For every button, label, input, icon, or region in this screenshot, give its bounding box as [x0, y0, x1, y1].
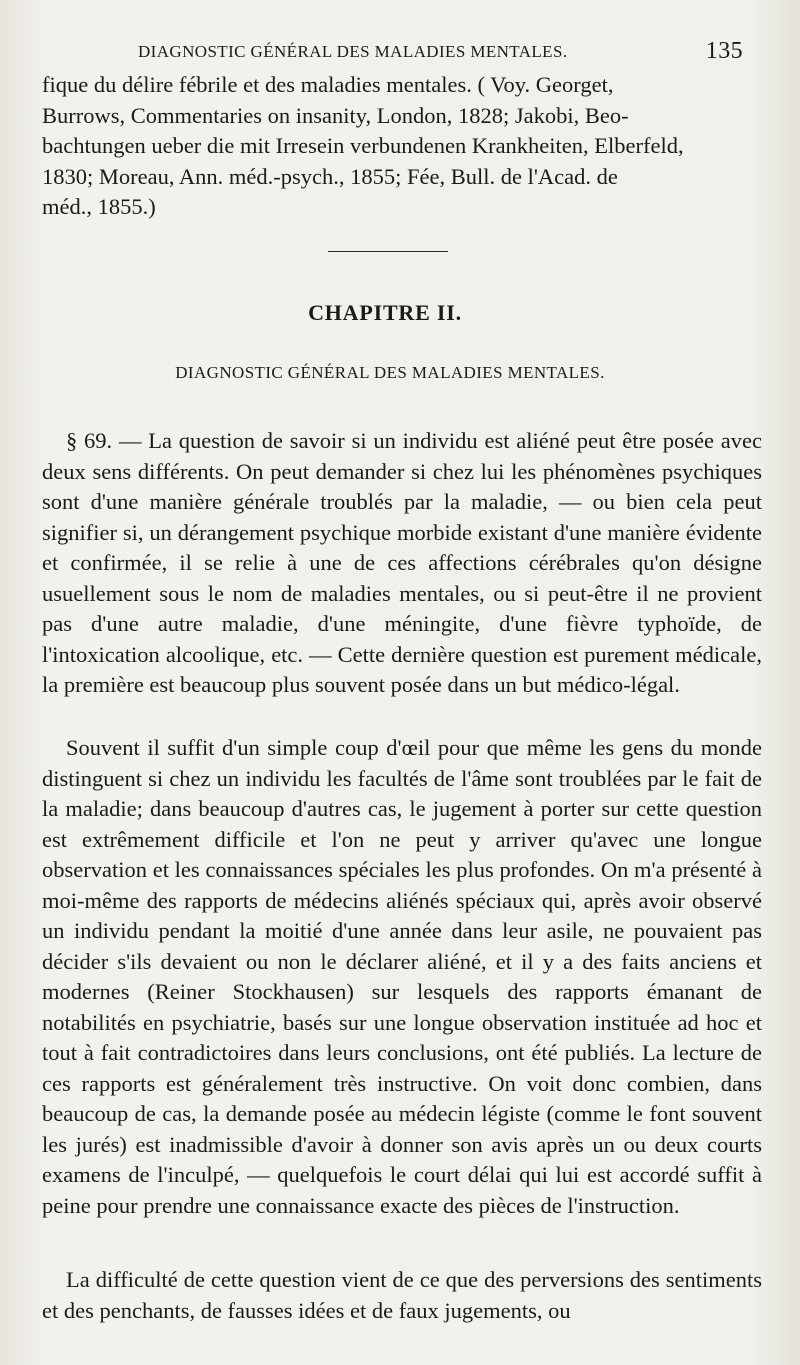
carryover-line: fique du délire fébrile et des maladies mentales. ( Voy. Georget, [42, 72, 614, 97]
running-title: DIAGNOSTIC GÉNÉRAL DES MALADIES MENTALES. [138, 42, 568, 61]
paragraph-2 [42, 733, 762, 1221]
paragraph-69 [42, 426, 762, 701]
paragraph-text: § 69. — La question de savoir si un individu est aliéné peut être posée avec deux sens différents. On peut demander si chez lui les phénomènes psychiques sont d'une manière générale troublés par la maladie, — ou bien cela peut signifier si, un dérangement psychique morbide existant d'une manière évidente et confirmée, il se relie à une de ces affections cérébrales qu'on désigne usuellement sous le nom de maladies mentales, ou si peut-être il ne provient pas d'une autre maladie, d'une méningite, d'une fièvre typhoïde, de l'intoxication alcoolique, etc. — Cette dernière question est purement médicale, la première est beaucoup plus souvent posée dans un but médico-légal. [42, 428, 762, 697]
section-rule [328, 251, 448, 252]
carryover-line: Burrows, Commentaries on insanity, London, 1828; Jakobi, Beo- [42, 102, 629, 128]
running-head [138, 40, 753, 70]
paragraph-text: Souvent il suffit d'un simple coup d'œil pour que même les gens du monde distinguent si chez un individu les facultés de l'âme sont troublées par le fait de la maladie; dans beaucoup d'autres cas, le jugement à porter sur cette question est extrêmement difficile et l'on ne peut y arriver qu'avec une longue observation et les connaissances spéciales les plus profondes. On m'a présenté à moi-même des rapports de médecins aliénés spéciaux qui, après avoir observé un individu pendant la moitié d'une année dans leur asile, ne pouvaient pas décider s'ils devaient ou non le déclarer aliéné, et il y a des faits anciens et modernes (Reiner Stockhausen) sur lesquels des rapports émanant de notabilités en psychiatrie, basés sur une longue observation instituée ad hoc et tout à fait contradictoires dans leurs conclusions, ont été publiés. La lecture de ces rapports est généralement très instructive. On voit donc combien, dans beaucoup de cas, la demande posée au médecin légiste (comme le font souvent les jurés) est inadmissible d'avoir à donner son avis après un ou deux courts examens de l'inculpé, — quelquefois le court délai qui lui est accordé suffit à peine pour prendre une connaissance exacte des pièces de l'instruction. [42, 735, 762, 1218]
paragraph-text: La difficulté de cette question vient de ce que des perversions des sentiments et des penchants, de fausses idées et de faux jugements, ou [42, 1267, 762, 1323]
carryover-line: bachtungen ueber die mit Irresein verbundenen Krankheiten, Elberfeld, [42, 133, 684, 158]
chapter-title: CHAPITRE II. [308, 300, 462, 325]
chapter-subtitle: DIAGNOSTIC GÉNÉRAL DES MALADIES MENTALES. [175, 363, 605, 382]
carryover-line: 1830; Moreau, Ann. méd.-psych., 1855; Fée, Bull. de l'Acad. de [42, 163, 618, 189]
paragraph-3 [42, 1265, 762, 1326]
footnote-carryover [42, 70, 762, 223]
page-number: 135 [705, 38, 743, 64]
carryover-line: méd., 1855.) [42, 194, 156, 219]
